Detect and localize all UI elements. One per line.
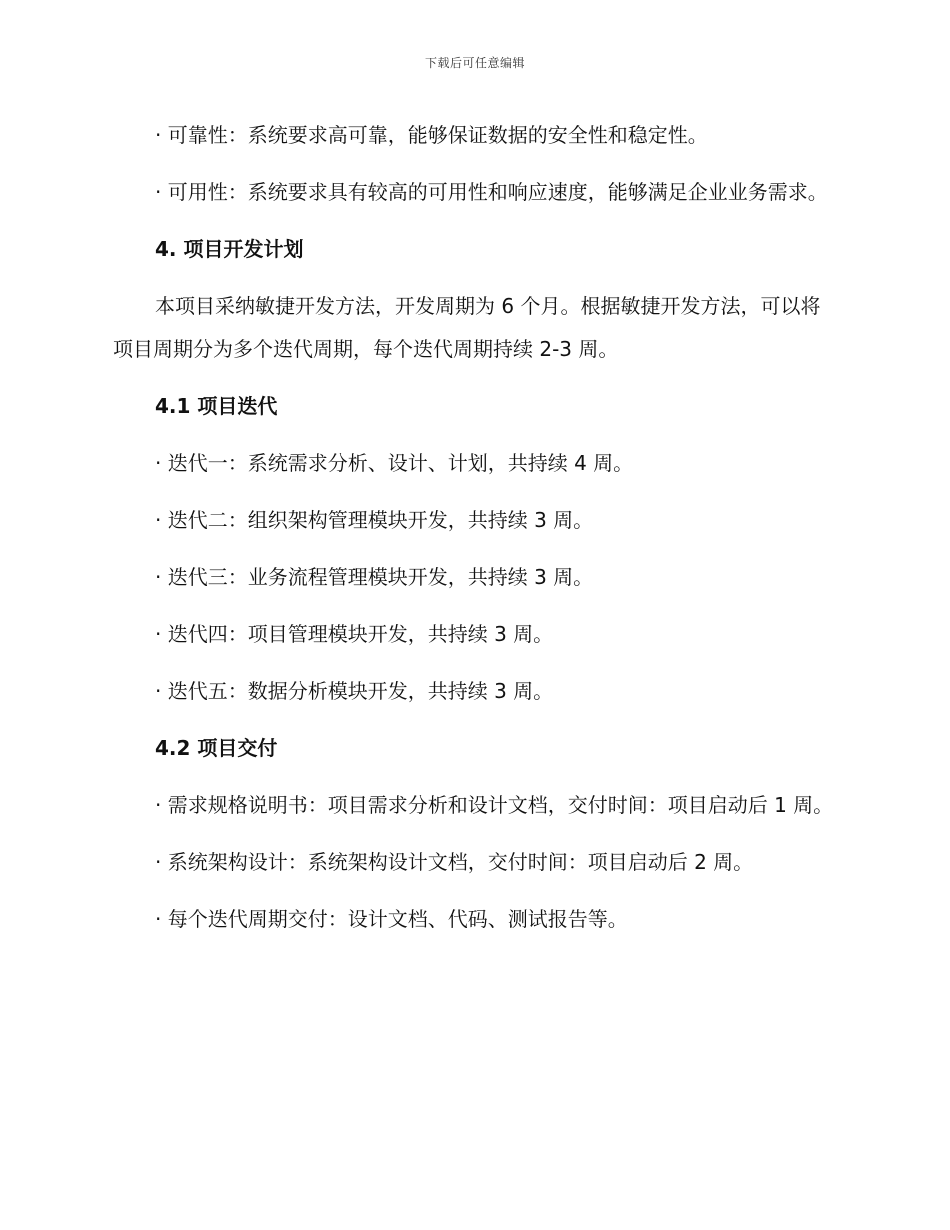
paragraph-agile-intro: 本项目采纳敏捷开发方法，开发周期为 6 个月。根据敏捷开发方法，可以将项目周期分为多个迭代周期，每个迭代周期持续 2-3 周。 (113, 294, 821, 361)
list-item-iteration-2: · 迭代二：组织架构管理模块开发，共持续 3 周。 (155, 508, 594, 532)
list-item-iteration-1: · 迭代一：系统需求分析、设计、计划，共持续 4 周。 (155, 451, 634, 475)
heading-dev-plan: 4. 项目开发计划 (155, 237, 304, 261)
list-item-requirements-spec: · 需求规格说明书：项目需求分析和设计文档，交付时间：项目启动后 1 周。 (155, 793, 834, 817)
list-item-iteration-4: · 迭代四：项目管理模块开发，共持续 3 周。 (155, 622, 554, 646)
page-header: 下载后可任意编辑 (424, 56, 525, 70)
list-item-iteration-3: · 迭代三：业务流程管理模块开发，共持续 3 周。 (155, 565, 594, 589)
list-item-iteration-delivery: · 每个迭代周期交付：设计文档、代码、测试报告等。 (155, 907, 628, 931)
list-item-iteration-5: · 迭代五：数据分析模块开发，共持续 3 周。 (155, 679, 554, 703)
paragraph-reliability: · 可靠性：系统要求高可靠，能够保证数据的安全性和稳定性。 (155, 123, 708, 147)
paragraph-availability: · 可用性：系统要求具有较高的可用性和响应速度，能够满足企业业务需求。 (155, 180, 828, 204)
list-item-architecture-design: · 系统架构设计：系统架构设计文档，交付时间：项目启动后 2 周。 (155, 850, 754, 874)
document-body (113, 114, 835, 955)
heading-iterations: 4.1 项目迭代 (155, 394, 278, 418)
heading-delivery: 4.2 项目交付 (155, 736, 278, 760)
